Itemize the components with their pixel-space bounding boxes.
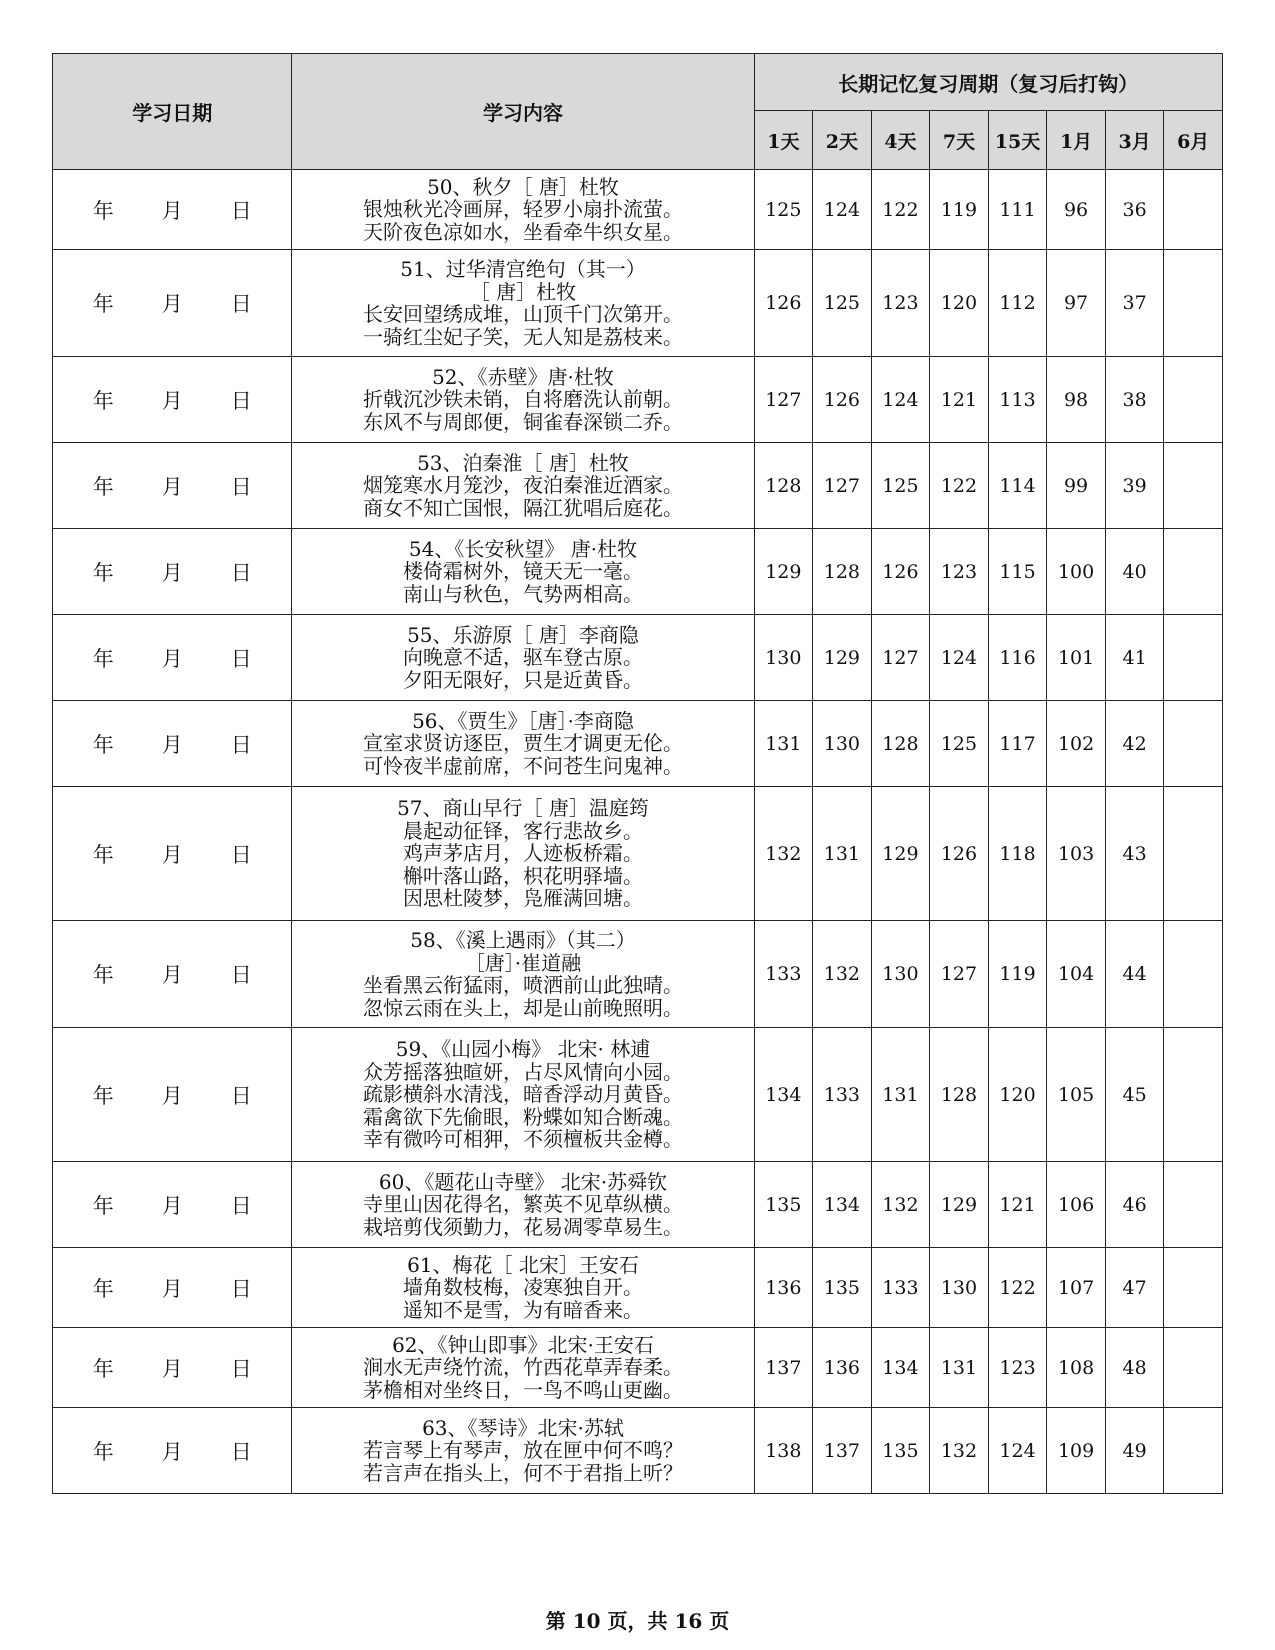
review-check-cell[interactable]: 129 [813, 615, 872, 701]
poem-line: ［唐］·崔道融 [464, 950, 582, 975]
date-day-label: 日 [230, 198, 252, 223]
review-check-cell[interactable]: 101 [1047, 615, 1106, 701]
review-check-cell[interactable]: 134 [871, 1328, 930, 1408]
date-month-label: 月 [161, 198, 183, 223]
review-check-cell[interactable]: 122 [871, 170, 930, 250]
interval-header-1d: 1天 [754, 111, 813, 170]
review-check-cell[interactable]: 135 [871, 1408, 930, 1494]
review-check-cell[interactable]: 107 [1047, 1248, 1106, 1328]
review-check-cell[interactable]: 48 [1105, 1328, 1164, 1408]
review-check-cell[interactable]: 100 [1047, 529, 1106, 615]
page-footer: 第 10 页，共 16 页 [545, 1609, 730, 1633]
review-check-cell[interactable]: 43 [1105, 787, 1164, 921]
review-check-cell[interactable]: 127 [754, 357, 813, 443]
table-row [53, 787, 1223, 921]
review-check-cell[interactable]: 131 [871, 1028, 930, 1162]
review-check-cell[interactable]: 128 [754, 443, 813, 529]
review-check-cell[interactable]: 124 [988, 1408, 1047, 1494]
review-check-cell[interactable] [1164, 1408, 1223, 1494]
date-month-label: 月 [161, 732, 183, 757]
review-check-cell[interactable]: 42 [1105, 701, 1164, 787]
study-date-cell [53, 443, 292, 529]
date-year-label: 年 [92, 1276, 114, 1301]
poem-line: 栽培剪伐须勤力，花易凋零草易生。 [362, 1214, 683, 1239]
review-check-cell[interactable]: 125 [871, 443, 930, 529]
table-row [53, 1328, 1223, 1408]
study-date-cell [53, 615, 292, 701]
date-day-label: 日 [230, 1083, 252, 1108]
interval-header-7d: 7天 [930, 111, 989, 170]
poem-line: 一骑红尘妃子笑，无人知是荔枝来。 [362, 324, 683, 349]
poem-title: 63、《琴诗》北宋·苏轼 [422, 1415, 624, 1440]
interval-header-6m: 6月 [1164, 111, 1223, 170]
date-year-label: 年 [92, 1439, 114, 1464]
poem-title: 60、《题花山寺壁》 北宋·苏舜钦 [378, 1169, 668, 1194]
review-check-cell[interactable]: 132 [813, 921, 872, 1028]
study-content-cell [292, 1028, 754, 1162]
review-check-cell[interactable] [1164, 443, 1223, 529]
date-month-label: 月 [161, 1356, 183, 1381]
review-check-cell[interactable]: 96 [1047, 170, 1106, 250]
review-check-cell[interactable]: 123 [930, 529, 989, 615]
review-check-cell[interactable]: 123 [871, 250, 930, 357]
review-check-cell[interactable]: 128 [813, 529, 872, 615]
date-day-label: 日 [230, 560, 252, 585]
review-check-cell[interactable]: 126 [813, 357, 872, 443]
date-month-label: 月 [161, 1439, 183, 1464]
review-check-cell[interactable]: 125 [813, 250, 872, 357]
review-check-cell[interactable]: 38 [1105, 357, 1164, 443]
study-content-cell [292, 529, 754, 615]
review-check-cell[interactable]: 40 [1105, 529, 1164, 615]
poem-line: 宣室求贤访逐臣，贾生才调更无伦。 [362, 731, 683, 756]
poem-line: 霜禽欲下先偷眼，粉蝶如知合断魂。 [362, 1104, 683, 1129]
date-month-label: 月 [161, 1276, 183, 1301]
poem-line: 烟笼寒水月笼沙，夜泊秦淮近酒家。 [362, 473, 683, 498]
review-check-cell[interactable]: 114 [988, 443, 1047, 529]
study-content-cell [292, 250, 754, 357]
poem-line: 槲叶落山路，枳花明驿墙。 [402, 863, 643, 888]
table-row [53, 921, 1223, 1028]
review-check-cell[interactable]: 132 [930, 1408, 989, 1494]
table-row [53, 701, 1223, 787]
study-date-cell [53, 170, 292, 250]
table-row [53, 615, 1223, 701]
review-check-cell[interactable]: 127 [813, 443, 872, 529]
date-day-label: 日 [230, 732, 252, 757]
review-check-cell[interactable] [1164, 1162, 1223, 1248]
poem-title: 59、《山园小梅》 北宋· 林逋 [395, 1037, 651, 1062]
review-check-cell[interactable]: 137 [813, 1408, 872, 1494]
review-check-cell[interactable]: 112 [988, 250, 1047, 357]
review-check-cell[interactable]: 124 [813, 170, 872, 250]
table-row [53, 443, 1223, 529]
date-day-label: 日 [230, 842, 252, 867]
poem-line: 长安回望绣成堆，山顶千门次第开。 [362, 302, 683, 326]
review-check-cell[interactable] [1164, 701, 1223, 787]
review-check-cell[interactable]: 126 [930, 787, 989, 921]
review-check-cell[interactable]: 103 [1047, 787, 1106, 921]
review-check-cell[interactable]: 37 [1105, 250, 1164, 357]
date-month-label: 月 [161, 388, 183, 413]
review-check-cell[interactable]: 135 [754, 1162, 813, 1248]
review-check-cell[interactable]: 136 [813, 1328, 872, 1408]
date-year-label: 年 [92, 646, 114, 671]
poem-line: 墙角数枝梅，凌寒独自开。 [402, 1275, 643, 1300]
interval-header-1m: 1月 [1047, 111, 1106, 170]
date-day-label: 日 [230, 1356, 252, 1381]
review-check-cell[interactable] [1164, 1328, 1223, 1408]
date-day-label: 日 [230, 1276, 252, 1301]
poem-line: 茅檐相对坐终日，一鸟不鸣山更幽。 [362, 1377, 683, 1402]
review-check-cell[interactable]: 120 [988, 1028, 1047, 1162]
review-check-cell[interactable]: 113 [988, 357, 1047, 443]
date-month-label: 月 [161, 292, 183, 316]
review-check-cell[interactable]: 119 [930, 170, 989, 250]
poem-line: 银烛秋光冷画屏，轻罗小扇扑流萤。 [362, 197, 683, 222]
poem-line: 商女不知亡国恨，隔江犹唱后庭花。 [362, 495, 683, 520]
table-row [53, 1162, 1223, 1248]
review-check-cell[interactable]: 132 [754, 787, 813, 921]
review-check-cell[interactable]: 102 [1047, 701, 1106, 787]
poem-line: 忽惊云雨在头上，却是山前晚照明。 [362, 995, 683, 1020]
poem-line: 南山与秋色，气势两相高。 [402, 581, 643, 606]
review-check-cell[interactable]: 124 [930, 615, 989, 701]
study-content-cell [292, 1408, 754, 1494]
review-check-cell[interactable]: 130 [871, 921, 930, 1028]
poem-title: 62、《钟山即事》北宋·王安石 [392, 1332, 654, 1357]
date-year-label: 年 [92, 1083, 114, 1108]
table-row [53, 1408, 1223, 1494]
review-check-cell[interactable]: 39 [1105, 443, 1164, 529]
review-check-cell[interactable]: 125 [754, 170, 813, 250]
poem-line: 若言琴上有琴声，放在匣中何不鸣？ [362, 1438, 683, 1463]
review-check-cell[interactable]: 133 [754, 921, 813, 1028]
interval-header-4d: 4天 [871, 111, 930, 170]
date-day-label: 日 [230, 646, 252, 671]
review-check-cell[interactable]: 131 [813, 787, 872, 921]
date-year-label: 年 [92, 842, 114, 867]
review-check-cell[interactable]: 125 [930, 701, 989, 787]
review-check-cell[interactable]: 130 [754, 615, 813, 701]
study-date-cell [53, 1408, 292, 1494]
review-check-cell[interactable]: 117 [988, 701, 1047, 787]
review-check-cell[interactable]: 41 [1105, 615, 1164, 701]
date-month-label: 月 [161, 963, 183, 987]
date-day-label: 日 [230, 1193, 252, 1218]
study-date-cell [53, 1248, 292, 1328]
poem-line: 涧水无声绕竹流，竹西花草弄春柔。 [362, 1355, 683, 1380]
date-month-label: 月 [161, 1193, 183, 1218]
study-content-cell [292, 701, 754, 787]
date-day-label: 日 [230, 292, 252, 316]
interval-header-15d: 15天 [988, 111, 1047, 170]
review-check-cell[interactable]: 122 [930, 443, 989, 529]
poem-line: 晨起动征铎，客行悲故乡。 [402, 818, 643, 843]
study-content-cell [292, 921, 754, 1028]
poem-line: 因思杜陵梦，凫雁满回塘。 [402, 886, 643, 911]
date-day-label: 日 [230, 474, 252, 499]
interval-header-3m: 3月 [1105, 111, 1164, 170]
review-check-cell[interactable]: 133 [813, 1028, 872, 1162]
review-check-cell[interactable] [1164, 357, 1223, 443]
poem-line: 鸡声茅店月，人迹板桥霜。 [402, 841, 643, 866]
review-check-cell[interactable]: 136 [754, 1248, 813, 1328]
poem-line: 向晚意不适，驱车登古原。 [402, 645, 643, 670]
study-content-cell [292, 615, 754, 701]
poem-line: 寺里山因花得名，繁英不见草纵横。 [362, 1192, 683, 1217]
table-row [53, 1028, 1223, 1162]
review-check-cell[interactable]: 106 [1047, 1162, 1106, 1248]
review-check-cell[interactable]: 121 [930, 357, 989, 443]
table-row [53, 250, 1223, 357]
date-year-label: 年 [92, 560, 114, 585]
poem-line: 夕阳无限好，只是近黄昏。 [402, 667, 643, 692]
study-content-cell [292, 1162, 754, 1248]
review-check-cell[interactable] [1164, 787, 1223, 921]
date-year-label: 年 [92, 388, 114, 413]
study-date-cell [53, 529, 292, 615]
review-check-cell[interactable] [1164, 170, 1223, 250]
poem-title: 54、《长安秋望》 唐·杜牧 [408, 536, 638, 561]
poem-line: ［ 唐］杜牧 [469, 279, 577, 304]
review-check-cell[interactable]: 119 [988, 921, 1047, 1028]
review-check-cell[interactable] [1164, 615, 1223, 701]
date-year-label: 年 [92, 732, 114, 757]
review-check-cell[interactable] [1164, 921, 1223, 1028]
review-check-cell[interactable]: 116 [988, 615, 1047, 701]
date-day-label: 日 [230, 1439, 252, 1464]
poem-line: 遥知不是雪，为有暗香来。 [402, 1297, 643, 1322]
review-check-cell[interactable]: 131 [930, 1328, 989, 1408]
date-year-label: 年 [92, 1193, 114, 1218]
study-content-header: 学习内容 [292, 54, 754, 170]
poem-title: 51、过华清宫绝句（其一） [400, 257, 646, 281]
study-content-cell [292, 1328, 754, 1408]
review-check-cell[interactable]: 124 [871, 357, 930, 443]
poem-line: 疏影横斜水清浅，暗香浮动月黄昏。 [362, 1082, 683, 1107]
study-date-cell [53, 921, 292, 1028]
date-year-label: 年 [92, 198, 114, 223]
poem-title: 56、《贾生》［唐］·李商隐 [412, 708, 634, 733]
review-check-cell[interactable]: 128 [930, 1028, 989, 1162]
review-check-cell[interactable]: 132 [871, 1162, 930, 1248]
review-check-cell[interactable]: 137 [754, 1328, 813, 1408]
study-date-cell [53, 701, 292, 787]
table-row [53, 170, 1223, 250]
poem-title: 61、梅花［ 北宋］王安石 [407, 1252, 639, 1277]
review-check-cell[interactable]: 120 [930, 250, 989, 357]
table-row [53, 357, 1223, 443]
review-check-cell[interactable]: 45 [1105, 1028, 1164, 1162]
date-year-label: 年 [92, 474, 114, 499]
poem-line: 众芳摇落独暄妍，占尽风情向小园。 [362, 1059, 683, 1084]
study-content-cell [292, 357, 754, 443]
review-check-cell[interactable]: 123 [988, 1328, 1047, 1408]
review-check-cell[interactable]: 128 [871, 701, 930, 787]
date-month-label: 月 [161, 474, 183, 499]
review-check-cell[interactable]: 109 [1047, 1408, 1106, 1494]
table-row [53, 529, 1223, 615]
date-month-label: 月 [161, 842, 183, 867]
study-content-cell [292, 787, 754, 921]
study-date-cell [53, 250, 292, 357]
study-content-cell [292, 170, 754, 250]
poem-title: 57、商山早行［ 唐］温庭筠 [397, 796, 649, 821]
review-check-cell[interactable]: 134 [813, 1162, 872, 1248]
review-check-cell[interactable]: 130 [813, 701, 872, 787]
review-check-cell[interactable] [1164, 529, 1223, 615]
date-month-label: 月 [161, 560, 183, 585]
review-check-cell[interactable]: 97 [1047, 250, 1106, 357]
poem-line: 可怜夜半虚前席，不问苍生问鬼神。 [362, 753, 683, 778]
review-check-cell[interactable]: 111 [988, 170, 1047, 250]
review-check-cell[interactable]: 129 [930, 1162, 989, 1248]
review-schedule-table [52, 53, 1223, 1494]
review-check-cell[interactable]: 118 [988, 787, 1047, 921]
review-check-cell[interactable]: 122 [988, 1248, 1047, 1328]
poem-title: 53、泊秦淮［ 唐］杜牧 [417, 450, 629, 475]
poem-line: 东风不与周郎便，铜雀春深锁二乔。 [362, 409, 683, 434]
study-content-cell [292, 443, 754, 529]
review-check-cell[interactable]: 99 [1047, 443, 1106, 529]
review-check-cell[interactable]: 126 [754, 250, 813, 357]
review-check-cell[interactable]: 135 [813, 1248, 872, 1328]
table-header [53, 54, 1223, 170]
date-day-label: 日 [230, 963, 252, 987]
poem-line: 楼倚霜树外，镜天无一毫。 [402, 559, 643, 584]
table-row [53, 1248, 1223, 1328]
date-year-label: 年 [92, 1356, 114, 1381]
date-month-label: 月 [161, 646, 183, 671]
date-year-label: 年 [92, 963, 114, 987]
review-check-cell[interactable]: 49 [1105, 1408, 1164, 1494]
review-check-cell[interactable]: 105 [1047, 1028, 1106, 1162]
review-check-cell[interactable]: 134 [754, 1028, 813, 1162]
study-date-cell [53, 357, 292, 443]
study-content-cell [292, 1248, 754, 1328]
review-check-cell[interactable]: 129 [754, 529, 813, 615]
review-check-cell[interactable] [1164, 1028, 1223, 1162]
table-body [53, 170, 1223, 1494]
date-day-label: 日 [230, 388, 252, 413]
review-check-cell[interactable]: 121 [988, 1162, 1047, 1248]
poem-line: 坐看黑云衔猛雨，喷洒前山此独晴。 [362, 973, 683, 997]
date-year-label: 年 [92, 292, 114, 316]
study-date-cell [53, 1162, 292, 1248]
review-check-cell[interactable]: 46 [1105, 1162, 1164, 1248]
review-check-cell[interactable]: 127 [871, 615, 930, 701]
review-check-cell[interactable]: 138 [754, 1408, 813, 1494]
study-date-cell [53, 1328, 292, 1408]
poem-line: 天阶夜色凉如水，坐看牵牛织女星。 [362, 219, 683, 244]
review-check-cell[interactable]: 126 [871, 529, 930, 615]
poem-line: 幸有微吟可相狎，不须檀板共金樽。 [362, 1127, 683, 1152]
poem-title: 58、《溪上遇雨》（其二） [410, 928, 636, 952]
interval-header-2d: 2天 [813, 111, 872, 170]
review-check-cell[interactable]: 129 [871, 787, 930, 921]
poem-title: 52、《赤壁》唐·杜牧 [432, 364, 614, 389]
review-check-cell[interactable]: 108 [1047, 1328, 1106, 1408]
review-check-cell[interactable]: 98 [1047, 357, 1106, 443]
study-date-cell [53, 1028, 292, 1162]
poem-title: 55、乐游原［ 唐］李商隐 [407, 622, 639, 647]
review-check-cell[interactable]: 115 [988, 529, 1047, 615]
review-check-cell[interactable]: 130 [930, 1248, 989, 1328]
review-check-cell[interactable]: 44 [1105, 921, 1164, 1028]
review-check-cell[interactable] [1164, 250, 1223, 357]
poem-title: 50、秋夕［ 唐］杜牧 [427, 174, 619, 199]
poem-line: 若言声在指头上，何不于君指上听？ [362, 1460, 683, 1485]
study-date-cell [53, 787, 292, 921]
review-check-cell[interactable]: 36 [1105, 170, 1164, 250]
review-check-cell[interactable] [1164, 1248, 1223, 1328]
review-check-cell[interactable]: 131 [754, 701, 813, 787]
review-cycle-header: 长期记忆复习周期（复习后打钩） [754, 54, 1222, 111]
review-check-cell[interactable]: 133 [871, 1248, 930, 1328]
review-check-cell[interactable]: 127 [930, 921, 989, 1028]
review-check-cell[interactable]: 47 [1105, 1248, 1164, 1328]
study-date-header: 学习日期 [53, 54, 292, 170]
review-check-cell[interactable]: 104 [1047, 921, 1106, 1028]
date-month-label: 月 [161, 1083, 183, 1108]
poem-line: 折戟沉沙铁未销，自将磨洗认前朝。 [362, 387, 683, 412]
